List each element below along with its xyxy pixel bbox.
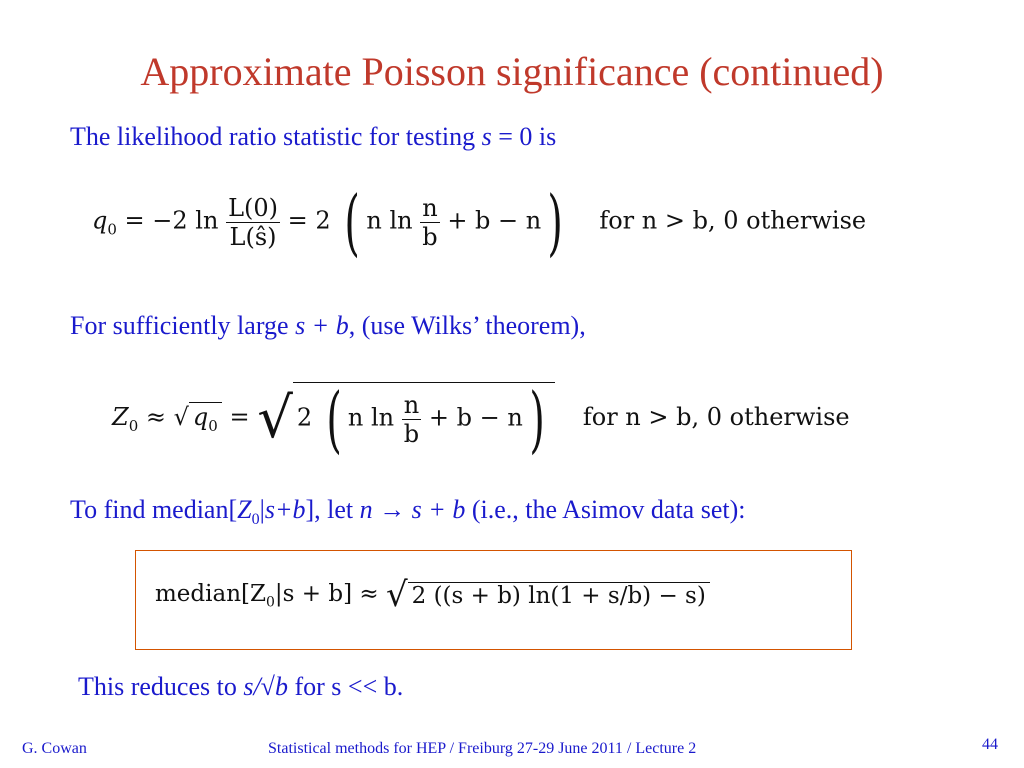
slide-title: Approximate Poisson significance (continued) bbox=[140, 49, 884, 94]
eq-radicand bbox=[293, 377, 555, 461]
eq-text: n ln bbox=[366, 206, 421, 235]
eq-numerator: L(0) bbox=[228, 193, 278, 222]
eq-denominator: L(ŝ) bbox=[229, 222, 277, 251]
eq-fraction bbox=[402, 391, 421, 448]
right-paren-glyph: ) bbox=[547, 180, 564, 264]
text-line-median bbox=[70, 495, 746, 529]
text-segment: (i.e., the Asimov data set): bbox=[465, 495, 746, 524]
eq-subscript: 0 bbox=[265, 594, 275, 611]
var-n: n bbox=[359, 495, 373, 524]
eq-subscript: 0 bbox=[208, 416, 218, 435]
left-paren-glyph: ( bbox=[344, 180, 361, 264]
text-line-wilks bbox=[70, 311, 586, 341]
var-z: Z bbox=[237, 495, 252, 524]
text-line-reduces bbox=[78, 672, 403, 702]
text-segment: | bbox=[259, 495, 265, 524]
eq-symbol: q bbox=[92, 206, 108, 235]
eq-text: n ln bbox=[347, 403, 402, 432]
var-s-over-root-b: s/√b bbox=[243, 672, 288, 701]
eq-radicand: 2 ((s + b) ln(1 + s/b) − s) bbox=[408, 582, 710, 609]
arrow-glyph: → bbox=[372, 495, 412, 524]
var-s-plus-b: s + b bbox=[411, 495, 466, 524]
eq-text: 2 bbox=[296, 403, 320, 432]
footer-center: Statistical methods for HEP / Freiburg 27-29 June 2011 / Lecture 2 bbox=[268, 740, 697, 757]
equation-q0 bbox=[92, 180, 867, 264]
eq-text: = −2 ln bbox=[116, 206, 227, 235]
sqrt-glyph: √ bbox=[257, 386, 293, 451]
eq-text: |s + b] ≈ bbox=[274, 581, 386, 607]
text-segment: ], let bbox=[305, 495, 360, 524]
eq-symbol: q bbox=[192, 403, 209, 432]
left-paren-glyph: ( bbox=[326, 377, 342, 461]
eq-radicand bbox=[189, 402, 222, 435]
eq-fraction bbox=[226, 194, 280, 251]
eq-text: = 2 bbox=[280, 206, 339, 235]
sqrt-glyph: √ bbox=[385, 575, 408, 615]
eq-text: + b − n bbox=[439, 206, 542, 235]
var-s-plus-b: s + b bbox=[295, 311, 349, 340]
eq-denominator: b bbox=[403, 419, 420, 448]
eq-text: = bbox=[221, 403, 258, 431]
equation-z0 bbox=[112, 377, 850, 461]
eq-text: median[Z bbox=[155, 581, 266, 607]
text-line-likelihood bbox=[70, 122, 556, 152]
subscript: 0 bbox=[251, 511, 260, 529]
text-segment: = 0 is bbox=[491, 122, 557, 151]
footer-author: G. Cowan bbox=[22, 740, 87, 757]
eq-denominator: b bbox=[422, 222, 438, 251]
eq-subscript: 0 bbox=[107, 220, 117, 239]
eq-symbol: Z bbox=[112, 403, 129, 431]
text-segment: The likelihood ratio statistic for testing bbox=[70, 122, 482, 151]
text-segment: , (use Wilks’ theorem), bbox=[348, 311, 586, 340]
eq-fraction bbox=[420, 194, 439, 251]
eq-text: + b − n bbox=[421, 403, 523, 432]
eq-condition: for n > b, 0 otherwise bbox=[582, 403, 850, 431]
page-number: 44 bbox=[982, 736, 998, 753]
eq-numerator: n bbox=[422, 193, 438, 222]
eq-numerator: n bbox=[403, 390, 420, 419]
sqrt-glyph: √ bbox=[173, 403, 189, 431]
var-s-plus-b: s+b bbox=[264, 495, 306, 524]
text-segment: This reduces to bbox=[78, 672, 244, 701]
var-s: s bbox=[481, 122, 492, 151]
text-segment: To find median[ bbox=[70, 495, 238, 524]
eq-condition: for n > b, 0 otherwise bbox=[599, 206, 867, 235]
eq-subscript: 0 bbox=[128, 416, 139, 435]
equation-median bbox=[155, 575, 710, 615]
text-segment: For sufficiently large bbox=[70, 311, 296, 340]
eq-text: ≈ bbox=[138, 403, 174, 431]
right-paren-glyph: ) bbox=[529, 377, 545, 461]
text-segment: for s << b. bbox=[287, 672, 404, 701]
